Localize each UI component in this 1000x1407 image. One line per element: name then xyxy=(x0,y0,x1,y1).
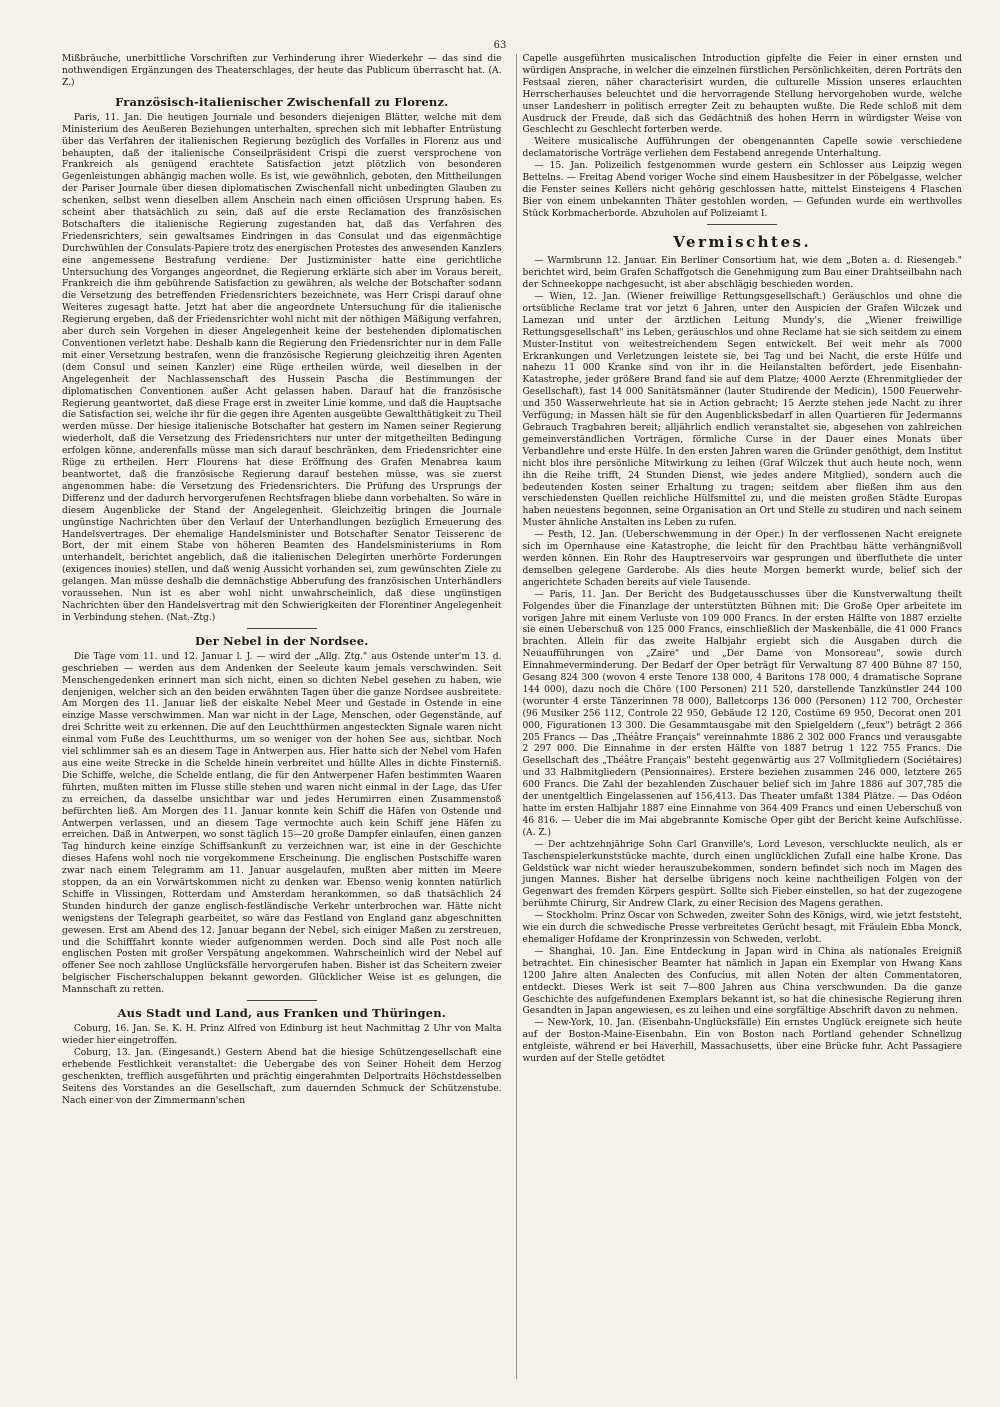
article-police-report: — 15. Jan. Polizeilich festgenommen wurde gestern ein Schlosser aus Leipzig wegen Bettelns. — Freitag Abend voriger Woche sind einem Hausbesitzer in der Pöbelgasse, welcher die Fenster seines Kellers nicht gehörig geschlossen hatte, mittelst Einsteigens 4 Flaschen Bier von einem unbekannten Thäter gestohlen worden. — Gefunden wurde ein werthvolles Stück Korbmacherborde. Abzuholen auf Polizeiamt I. xyxy=(522,161,962,219)
news-granville: — Der achtzehnjährige Sohn Carl Granville's, Lord Leveson, verschluckte neulich, als er Taschenspielerkunststücke machte, durch einen unglücklichen Zufall eine halbe Krone. Das Geldstück war nicht wieder herauszubekommen, sondern befindet sich noch im Magen des jungen Mannes. Bisher hat derselbe übrigens noch keine nachtheiligen Folgen von der Gegenwart des fremden Körpers gespürt. Sollte sich Fieber einstellen, so hat der zugezogene berühmte Chirurg, Sir Andrew Clark, zu einer Recision des Magens gerathen. xyxy=(522,839,962,910)
news-pesth: — Pesth, 12. Jan. (Ueberschwemmung in der Oper.) In der verflossenen Nacht ereignete sich im Opernhause eine Katastrophe, die leicht für den Prachtbau hätte verhängnißvoll werden können. Ein Rohr des Hauptreservoirs war gesprungen und überfluthete die unter demselben gelegene Garderobe. Als dies heute Morgen bemerkt wurde, belief sich der angerichtete Schaden bereits auf viele Tausende. xyxy=(522,530,962,588)
article-coburg-16: Coburg, 16. Jan. Se. K. H. Prinz Alfred von Edinburg ist heut Nachmittag 2 Uhr von Malta wieder hier eingetroffen. xyxy=(62,1024,502,1047)
section-divider xyxy=(247,1000,317,1001)
headline-nebel: Der Nebel in der Nordsee. xyxy=(195,633,369,648)
news-wien: — Wien, 12. Jan. (Wiener freiwillige Rettungsgesellschaft.) Geräuschlos und ohne die ortsübliche Reclame trat vor jetzt 6 Jahren, unter den Auspicien der Grafen Wilczek und Lamezan und unter der ärztlichen Leitung Mundy's, die „Wiener freiwillige Rettungsgesellschaft" ins Leben, geräuschlos und ohne Reclame hat sie sich seitdem zu einem Muster-Institut von weitestreichendem Segen entwickelt. Bei weit mehr als 7000 Erkrankungen und Verletzungen leistete sie, bei Tag und bei Nacht, die erste Hülfe und nahezu 11 000 Kranke sind von ihr in die Heilanstalten befördert, jede Eisenbahn-Katastrophe, jeder größere Brand fand sie auf dem Platze; 4000 Aerzte (Ehrenmitglieder der Gesellschaft), fast 14 000 Sanitätsmänner (lauter Studirende der Medicin), 1500 Feuerwehr- und 350 Wasserwehrleute hat sie in Action gebracht; 15 Aerzte stehen jede Nacht zu ihrer Verfügung; in Massen hält sie für den Augenblicksbedarf in allen Quartieren für Jedermanns Gebrauch Tragbahren bereit; alljährlich endlich veranstaltet sie, abgesehen von zahlreichen gemeinverständlichen Vorträgen, förmliche Curse in der Dauer eines Monats über Verbandlehre und erste Hülfe. In den ersten Jahren waren die Gründer genöthigt, dem Institut nicht blos ihre persönliche Mitwirkung zu leihen (Graf Wilczek thut auch heute noch, wenn ihn die Reihe trifft, 24 Stunden Dienst, wie jedes andere Mitglied), sondern auch die bedeutenden Kosten seiner Erhaltung zu tragen; seitdem aber fließen ihm aus den verschiedensten Quellen reichliche Hülfsmittel zu, und die meisten großen Städte Europas haben neuestens begonnen, seine Organisation an Ort und Stelle zu studiren und nach seinem Muster ähnliche Anstalten ins Leben zu rufen. xyxy=(522,292,962,529)
columns xyxy=(62,54,962,1379)
article-nebel-body: Die Tage vom 11. und 12. Januar l. J. — wird der „Allg. Ztg." aus Ostende unter'm 13. d. geschrieben — werden aus dem Andenken der Seeleute kaum jemals verschwinden. Seit Menschengedenken erinnert man sich nicht, einen so dichten Nebel gesehen zu haben, wie denjenigen, welcher sich an den beiden erwähnten Tagen über die ganze Nordsee ausbreitete. Am Morgen des 11. Januar ließ der eiskalte Nebel Meer und Gestade in Ostende in eine einzige Masse verschwimmen. Man war nicht in der Lage, Menschen, oder Gegenstände, auf drei Schritte weit zu erkennen. Die auf den Leuchtthürmen angesteckten Signale waren nicht einmal vom Fuße des Leuchtthurms, um so weniger von der hohen See aus, sichtbar. Noch viel schlimmer sah es an diesem Tage in Antwerpen aus. Hier hatte sich der Nebel vom Hafen aus eine weite Strecke in die Schelde hinein verbreitet und hüllte Alles in dichte Finsterniß. Die Schiffe, welche, die Schelde entlang, die für den Antwerpener Hafen bestimmten Waaren führten, mußten mitten im Flusse stille stehen und waren nicht einmal in der Lage, das Ufer zu erreichen, da dasselbe unsichtbar war und jedes Herumirren einen Zusammenstoß befürchten ließ. Am Morgen des 11. Januar konnte kein Schiff die Häfen von Ostende und Antwerpen verlassen, und an diesem Tage vermochte auch kein Schiff jene Häfen zu erreichen. Daß in Antwerpen, wo sonst täglich 15—20 große Dampfer einlaufen, einen ganzen Tag hindurch keine einzige Schiffsankunft zu verzeichnen war, ist eine in der Geschichte dieses Hafens wohl noch nie vorgekommene Erscheinung. Die englischen Postschiffe waren zwar nach einem Telegramm am 11. Januar ausgelaufen, mußten aber mitten im Meere stoppen, da an ein Vorwärtskommen nicht zu denken war. Ebenso wenig konnten natürlich Schiffe in Vlissingen, Rotterdam und Amsterdam herankommen, so daß thatsächlich 24 Stunden hindurch der ganze englisch-festländische Verkehr unterbrochen war. Hätte nicht wenigstens der Telegraph gearbeitet, so wäre das Festland von England ganz abgeschnitten gewesen. Erst am Abend des 12. Januar begann der Nebel, sich einiger Maßen zu zerstreuen, und die Schifffahrt konnte wieder aufgenommen werden. Doch sind alle Post noch alle englischen Posten mit großer Verspätung angekommen. Wahrscheinlich wird der Nebel auf offener See noch zahllose Unglücksfälle hervorgerufen haben. Bisher ist das Scheitern zweier belgischer Fischerschaluppen bekannt geworden. Glücklicher Weise ist es gelungen, die Mannschaft zu retten. xyxy=(62,651,502,996)
headline-vermischtes: Vermischtes. xyxy=(673,232,812,251)
headline-stadt-und-land: Aus Stadt und Land, aus Franken und Thüringen. xyxy=(117,1006,446,1021)
headline-florenz: Französisch-italienischer Zwischenfall zu Florenz. xyxy=(115,94,449,109)
news-warmbrunn: — Warmbrunn 12. Januar. Ein Berliner Consortium hat, wie dem „Boten a. d. Riesengeb." berichtet wird, beim Grafen Schaffgotsch die Genehmigung zum Bau einer Drahtseilbahn nach der Schneekoppe nachgesucht, ist aber abschlägig beschieden worden. xyxy=(522,256,962,291)
article-coburg-13: Coburg, 13. Jan. (Eingesandt.) Gestern Abend hat die hiesige Schützengesellschaft eine erhebende Festlichkeit veranstaltet: die Uebergabe des von Seiner Hoheit dem Herzog geschenkten, trefflich ausgeführten und prächtig eingerahmten Delportraits Höchstdesselben Seitens des Vorstandes an die Gesellschaft, zum dauernden Schmuck der Schützenstube. Nach einer von der Zimmermann'schen xyxy=(62,1047,502,1106)
article-florenz-body: Paris, 11. Jan. Die heutigen Journale und besonders diejenigen Blätter, welche mit dem Ministerium des Aeußeren Beziehungen unterhalten, sprechen sich mit lebhafter Entrüstung über das Verfahren der italienischen Regierung bezüglich des Vorfalles in Florenz aus und behaupten, daß der italienische Conseilpräsident Crispi die zuerst versprochene von Frankreich als genügend erachtete Satisfaction jetzt plötzlich von besonderen Gegenleistungen abhängig machen wolle. Es ist, wie gewöhnlich, geboten, den Mittheilungen der Pariser Journale über diesen diplomatischen Zwischenfall nicht unbedingten Glauben zu schenken, selbst wenn dieselben allem Anschein nach einen officiösen Ursprung haben. Es scheint aber thatsächlich zu sein, daß auf die erste Reclamation des französischen Botschafters die italienische Regierung zugestanden hat, daß das Verfahren des Friedensrichters, sein gewaltsames Eindringen in das Consulat und das eigenmächtige Durchwühlen der Consulats-Papiere trotz des energischen Protestes des anwesenden Kanzlers eine angemessene Bestrafung verdiene. Der Justizminister hatte eine gerichtliche Untersuchung des Vorganges angeordnet, die Regierung erklärte sich aber im Voraus bereit, Frankreich die ihm gebührende Satisfaction zu gewähren, als welche der Botschafter sodann die Versetzung des betreffenden Friedensrichters bezeichnete, was Herr Crispi darauf ohne Weiteres zugesagt hatte. Jetzt hat aber die angeordnete Untersuchung für die italienische Regierung ergeben, daß der Friedensrichter wohl nicht mit der nöthigen Mäßigung verfahren, aber durch sein Vorgehen in dieser Angelegenheit keine der bestehenden diplomatischen Conventionen verletzt habe. Deshalb kann die Regierung den Friedensrichter nur in dem Falle mit einer Versetzung bestrafen, wenn die französische Regierung gleichzeitig ihren Agenten (dem Consul und seinen Kanzler) eine Rüge ertheilen würde, weil dieselben in der Angelegenheit der Nachlassenschaft des Hussein Pascha die Bestimmungen der diplomatischen Conventionen außer Acht gelassen haben. Darauf hat die französische Regierung geantwortet, daß diese Frage erst in zweiter Linie komme, und daß die Hauptsache die Satisfaction sei, welche ihr für die gegen ihre Agenten ausgeübte Gewaltthätigkeit zu Theil werden müsse. Der hiesige italienische Botschafter hat gestern im Namen seiner Regierung wiederholt, daß die Versetzung des Friedensrichters nur unter der mitgetheilten Bedingung erfolgen könne, anderenfalls müsse man sich darauf beschränken, dem Friedensrichter eine Rüge zu ertheilen. Herr Flourens hat diese Eröffnung des Grafen Menabrea kaum beantwortet, daß die französische Regierung darauf bestehen müsse, was sie zuerst angenommen habe: die Versetzung des Friedensrichters. Die Prüfung des Ursprungs der Differenz und der dadurch hervorgerufenen Rechtsfragen bliebe dann vorbehalten. So wäre in diesem Augenblicke der Stand der Angelegenheit. Gleichzeitig bringen die Journale ungünstige Nachrichten über den Verlauf der Unterhandlungen bezüglich Erneuerung des Handelsvertrages. Der ehemalige Handelsminister und Botschafter Senator Teisserenc de Bort, der mit einem Stabe von höheren Beamten des Handelsministeriums in Rom unterhandelt, berichtet angeblich, daß die italienischen Delegirten unerhörte Forderungen (exigences inouies) stellen, und daß wenig Aussicht vorhanden sei, zum gewünschten Ziele zu gelangen. Man müsse deshalb die demnächstige Abberufung des französischen Unterhändlers voraussehen. Nun ist es aber wohl nicht unwahrscheinlich, daß diese ungünstigen Nachrichten über den Handelsvertrag mit den Schwierigkeiten der Florentiner Angelegenheit in Verbindung stehen. (Nat.-Ztg.) xyxy=(62,112,502,623)
right-column xyxy=(516,54,963,1379)
article-ending: Mißbräuche, unerbittliche Vorschriften zur Verhinderung ihrer Wiederkehr — das sind die nothwendigen Ergänzungen des Theaterschlages, der heute das Publicum überrascht hat. (A. Z.) xyxy=(62,54,502,88)
left-column xyxy=(62,54,502,1379)
news-paris: — Paris, 11. Jan. Der Bericht des Budgetausschusses über die Kunstverwaltung theilt Folgendes über die Finanzlage der unterstützten Bühnen mit: Die Große Oper arbeitete im vorigen Jahre mit einem Verluste von 109 000 Francs. In der ersten Hälfte von 1887 erzielte sie einen Ueberschuß von 125 000 Francs, einschließlich der Maskenbälle, die 41 000 Francs brachten. Allein für das zweite Halbjahr ergiebt sich die Ausgaben durch die Neuaufführungen von „Zaire" und „Der Dame von Monsoreau", sowie durch Einnahmeverminderung. Der Bedarf der Oper beträgt für Verwaltung 87 400 Bühne 87 150, Gesang 824 300 (wovon 4 erste Tenore 138 000, 4 Baritons 178 000, 4 dramatische Soprane 144 000), dazu noch die Chöre (100 Personen) 211 520, darstellende Tanzkünstler 244 100 (worunter 4 erste Tänzerinnen 78 000), Balletcorps 136 000 (Personen) 112 700, Orchester (96 Musiker 256 112, Controle 22 950, Gebäude 12 120, Costüme 69 950, Decorat onen 201 000, Figurationen 13 300. Die Gesammtausgabe mit den Spielgeldern („feux") beträgt 2 366 205 Francs — Das „Théâtre Français" vereinnahmte 1886 2 302 000 Francs und verausgabte 2 297 000. Die Einnahme in der ersten Hälfte von 1887 betrug 1 122 755 Francs. Die Gesellschaft des „Théâtre Français" besteht gegenwärtig aus 27 Vollmitgliedern (Sociétaires) und 33 Halbmitgliedern (Pensionnaires). Erstere beziehen zusammen 246 000, letztere 265 600 Francs. Die Zahl der bezahlenden Zuschauer belief sich im Jahre 1886 auf 307,785 die der unentgeltlich Eingelassenen auf 156,413. Das Theater umfaßt 1384 Plätze. — Das Odéon hatte im ersten Halbjahr 1887 eine Einnahme von 364 409 Francs und einen Ueberschuß von 46 816. — Ueber die im Mai abgebrannte Komische Oper gibt der Bericht keine Aufschlüsse. (A. Z.) xyxy=(522,589,962,838)
section-divider xyxy=(247,628,317,629)
news-shanghai: — Shanghai, 10. Jan. Eine Entdeckung in Japan wird in China als nationales Ereigniß betrachtet. Ein chinesischer Beamter hat nämlich in Japan ein Exemplar von Hwang Kans 1200 Jahre alten Analecten des Confucius, mit allen Noten der alten Commentatoren, entdeckt. Dieses Werk ist seit 7—800 Jahren aus China verschwunden. Da die ganze Geschichte des aufgefundenen Exemplars bekannt ist, so hat die chinesische Regierung ihren Gesandten in Japan angewiesen, es zu leihen und eine sorgfältige Abschrift davon zu nehmen. xyxy=(522,946,962,1017)
article-coburg-continued: Capelle ausgeführten musicalischen Introduction gipfelte die Feier in einer ernsten und würdigen Ansprache, in welcher die einzelnen fürstlichen Persönlichkeiten, deren Porträts den Festsaal zieren, näher characterisirt wurden, die culturelle Mission unseres erlauchten Herrscherhauses beleuchtet und die hervorragende Stellung hervorgehoben wurde, welche unser Landesherr in politisch erregter Zeit zu behaupten wußte. Die Rede schloß mit dem Ausdruck der Freude, daß sich das Gedächtniß des hohen Herrn in würdigster Weise von Geschlecht zu Geschlecht forterben werde. xyxy=(522,54,962,136)
page-number: 63 xyxy=(493,40,507,51)
article-coburg-music: Weitere musicalische Aufführungen der obengenannten Capelle sowie verschiedene declamatorische Vorträge verliehen dem Festabend anregende Unterhaltung. xyxy=(522,137,962,160)
section-divider xyxy=(707,224,777,225)
news-stockholm: — Stockholm. Prinz Oscar von Schweden, zweiter Sohn des Königs, wird, wie jetzt feststeht, wie ein durch die schwedische Presse verbreitetes Gerücht besagt, mit Fräulein Ebba Monck, ehemaliger Hofdame der Kronprinzessin von Schweden, verlobt. xyxy=(522,911,962,945)
news-new-york: — New-York, 10. Jan. (Eisenbahn-Unglücksfälle) Ein ernstes Unglück ereignete sich heute auf der Boston-Maine-Eisenbahn. Ein von Boston nach Portland gehender Schnellzug entgleiste, während er bei Haverhill, Massachusetts, über eine Brücke fuhr. Acht Passagiere wurden auf der Stelle getödtet xyxy=(522,1018,962,1065)
